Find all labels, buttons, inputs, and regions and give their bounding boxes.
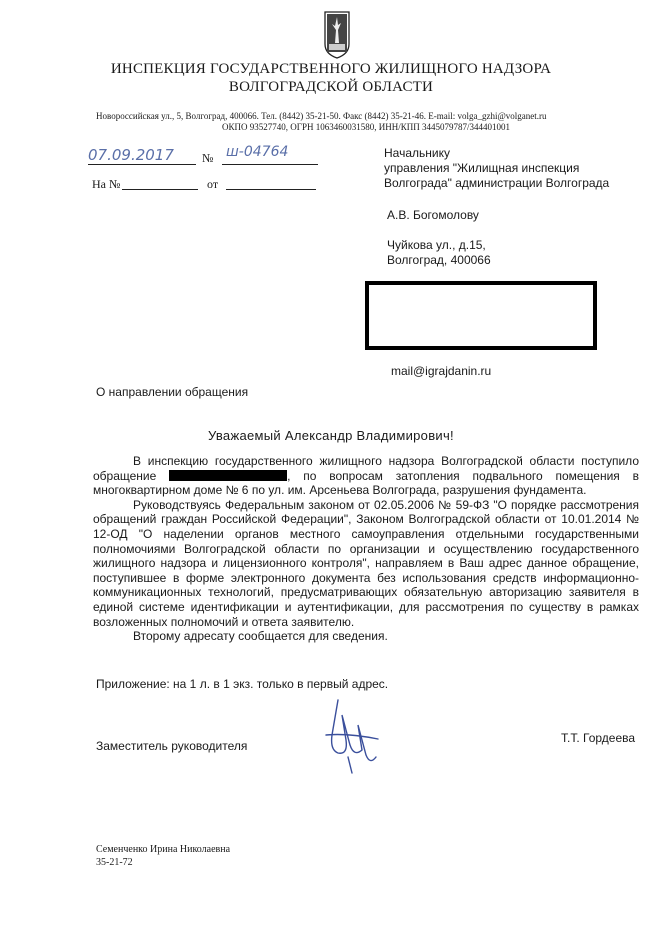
paragraph-2: Руководствуясь Федеральным законом от 02.05.2006 № 59-ФЗ "О порядке рассмотрения обращений граждан Российской Федерации", Законом Волгоградской области от 10.01.2014 № 12-ОД "О наделении органов местного самоуправления отдельными государственными полномочиями Волгоградской области по организации и осуществлению государственного жилищного надзора и лицензионного контроля", направляем в Ваш адрес данное обращение, поступившее в форме электронного документа без использования средств информационно-коммуникационных технологий, предусматривающих обязательную авторизацию заявителя в единой системе идентификации и аутентификации, для рассмотрения по существу в рамках возложенных полномочий и ответа заявителю. [93,497,639,629]
letter-body [93,454,639,644]
reference-number-line [122,189,198,190]
paragraph-1-start: В инспекцию государственного жилищного надзора Волгоградской области поступило обращение [93,454,639,483]
number-underline [222,164,318,165]
redacted-recipient-box [365,281,597,350]
organization-title [0,60,662,96]
reference-date-line [226,189,316,190]
registration-number-label: № [202,151,214,165]
recipient-line3: Волгограда" администрации Волгограда [384,176,610,190]
signatory-position: Заместитель руководителя [96,739,248,753]
second-recipient-email: mail@igrajdanin.ru [391,364,492,378]
appendix-note: Приложение: на 1 л. в 1 экз. только в первый адрес. [96,677,389,691]
letter-subject: О направлении обращения [96,385,249,399]
executor-name: Семенченко Ирина Николаевна [96,844,231,855]
signatory-name: Т.Т. Гордеева [561,731,636,745]
organization-title-line2: ВОЛГОГРАДСКОЙ ОБЛАСТИ [228,79,434,95]
paragraph-1 [93,454,639,498]
organization-requisites [96,111,636,133]
recipient-line1: Начальнику [384,146,450,160]
reference-number-label: На № [92,177,121,191]
recipient-line2: управления "Жилищная инспекция [384,161,580,175]
recipient-address-line1: Чуйкова ул., д.15, [387,238,486,252]
organization-title-line1: ИНСПЕКЦИЯ ГОСУДАРСТВЕННОГО ЖИЛИЩНОГО НАДЗОРА [110,61,552,77]
redacted-name [169,470,287,481]
recipient-address-line2: Волгоград, 400066 [387,253,491,267]
executor-phone: 35-21-72 [96,857,133,868]
registration-number: ш-04764 [226,144,289,160]
paragraph-1-end: , по вопросам затопления подвального помещения в многоквартирном доме № 6 по ул. им. Арсеньева Волгограда, разрушения фундамента. [93,468,639,498]
recipient-position [384,146,609,191]
paragraph-3: Второму адресату сообщается для сведения. [133,629,388,644]
reference-date-label: от [207,177,219,191]
registration-date: 07.09.2017 [88,146,174,164]
executor-info [96,843,230,869]
recipient-address [387,238,491,268]
organization-codes: ОКПО 93527740, ОГРН 1063460031580, ИНН/КПП 3445079787/344401001 [222,122,510,132]
greeting: Уважаемый Александр Владимирович! [208,428,454,443]
organization-address: Новороссийская ул., 5, Волгоград, 400066. Тел. (8442) 35-21-50. Факс (8442) 35-21-46. E-mail: volga_gzhi@volganet.ru [96,111,547,121]
coat-of-arms-icon [323,10,351,60]
date-underline [88,164,196,165]
recipient-name: А.В. Богомолову [387,208,479,222]
handwritten-signature [318,695,386,775]
